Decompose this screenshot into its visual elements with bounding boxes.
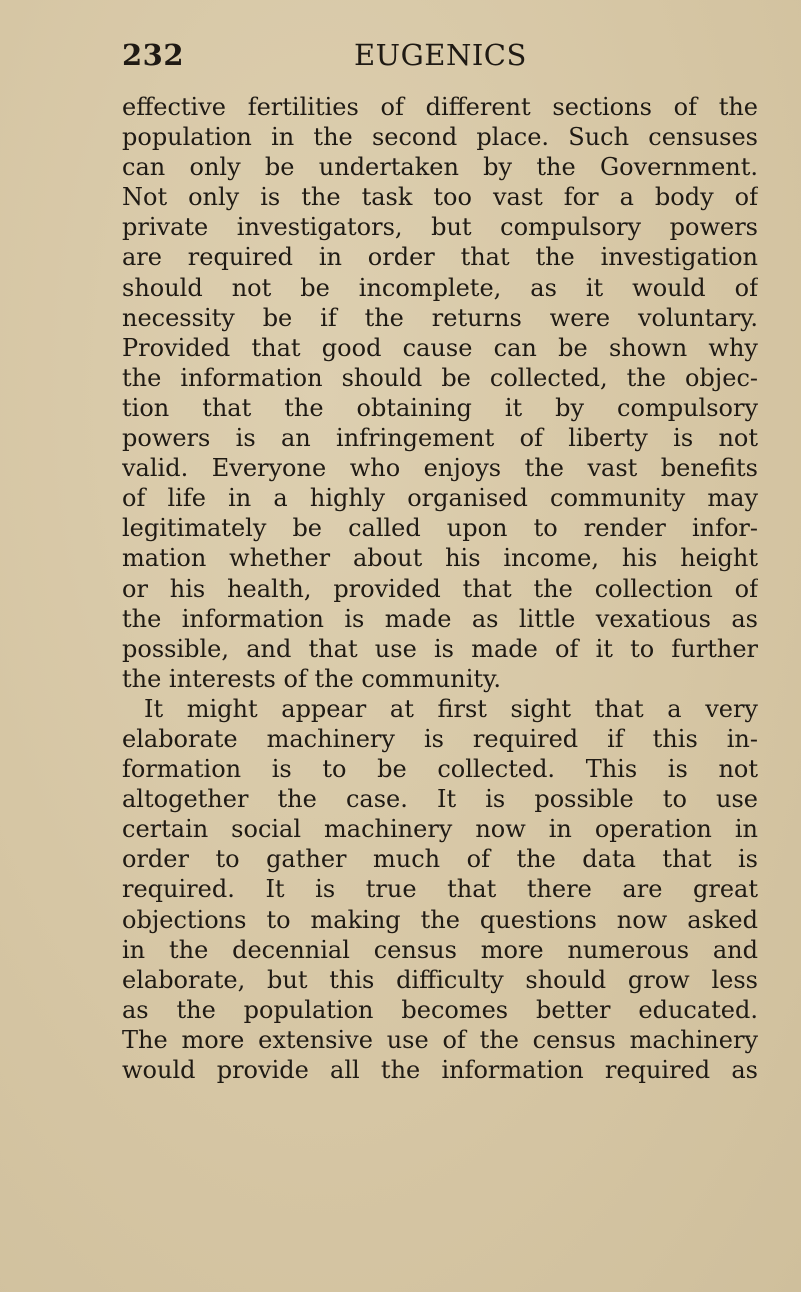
text-line: formation is to be collected. This is not bbox=[122, 755, 758, 784]
running-head bbox=[122, 38, 758, 82]
text-line: mation whether about his income, his height bbox=[122, 544, 758, 573]
text-line: are required in order that the investigation bbox=[122, 243, 758, 272]
text-line: possible, and that use is made of it to further bbox=[122, 634, 758, 663]
text-line: private investigators, but compulsory powers bbox=[122, 213, 758, 242]
text-line: can only be undertaken by the Government. bbox=[122, 153, 758, 182]
text-line: required. It is true that there are great bbox=[122, 875, 758, 904]
text-line: elaborate, but this difficulty should grow less bbox=[122, 965, 758, 994]
text-line: legitimately be called upon to render infor- bbox=[122, 514, 758, 543]
text-line: of life in a highly organised community may bbox=[122, 484, 758, 513]
text-line: in the decennial census more numerous and bbox=[122, 935, 758, 964]
text-line: altogether the case. It is possible to use bbox=[122, 785, 758, 814]
text-line: Provided that good cause can be shown why bbox=[122, 333, 758, 362]
text-line: as the population becomes better educated. bbox=[122, 995, 758, 1024]
text-line: elaborate machinery is required if this in- bbox=[122, 724, 758, 753]
text-line: valid. Everyone who enjoys the vast benefits bbox=[122, 454, 758, 483]
paragraph-end-line: the interests of the community. bbox=[122, 664, 502, 693]
page-number: 232 bbox=[122, 38, 185, 72]
body-text bbox=[122, 92, 758, 1085]
text-line: necessity be if the returns were voluntary. bbox=[122, 303, 758, 332]
text-line: objections to making the questions now asked bbox=[122, 905, 758, 934]
text-line: would provide all the information required as bbox=[122, 1056, 758, 1084]
text-line: tion that the obtaining it by compulsory bbox=[122, 393, 758, 422]
text-line: powers is an infringement of liberty is not bbox=[122, 424, 758, 453]
text-line: Not only is the task too vast for a body of bbox=[122, 183, 758, 212]
text-line: order to gather much of the data that is bbox=[122, 845, 758, 874]
text-line: population in the second place. Such censuses bbox=[122, 123, 758, 152]
running-title: EUGENICS bbox=[354, 38, 527, 72]
paragraph-start-line: It might appear at first sight that a very bbox=[144, 694, 758, 723]
text-line: the information should be collected, the objec- bbox=[122, 363, 758, 392]
text-line: effective fertilities of different sections of the bbox=[122, 93, 758, 121]
text-line: or his health, provided that the collection of bbox=[122, 574, 758, 603]
text-line: The more extensive use of the census machinery bbox=[122, 1025, 758, 1054]
text-line: should not be incomplete, as it would of bbox=[122, 273, 758, 302]
text-line: the information is made as little vexatious as bbox=[122, 604, 758, 633]
text-line: certain social machinery now in operation in bbox=[122, 815, 758, 844]
